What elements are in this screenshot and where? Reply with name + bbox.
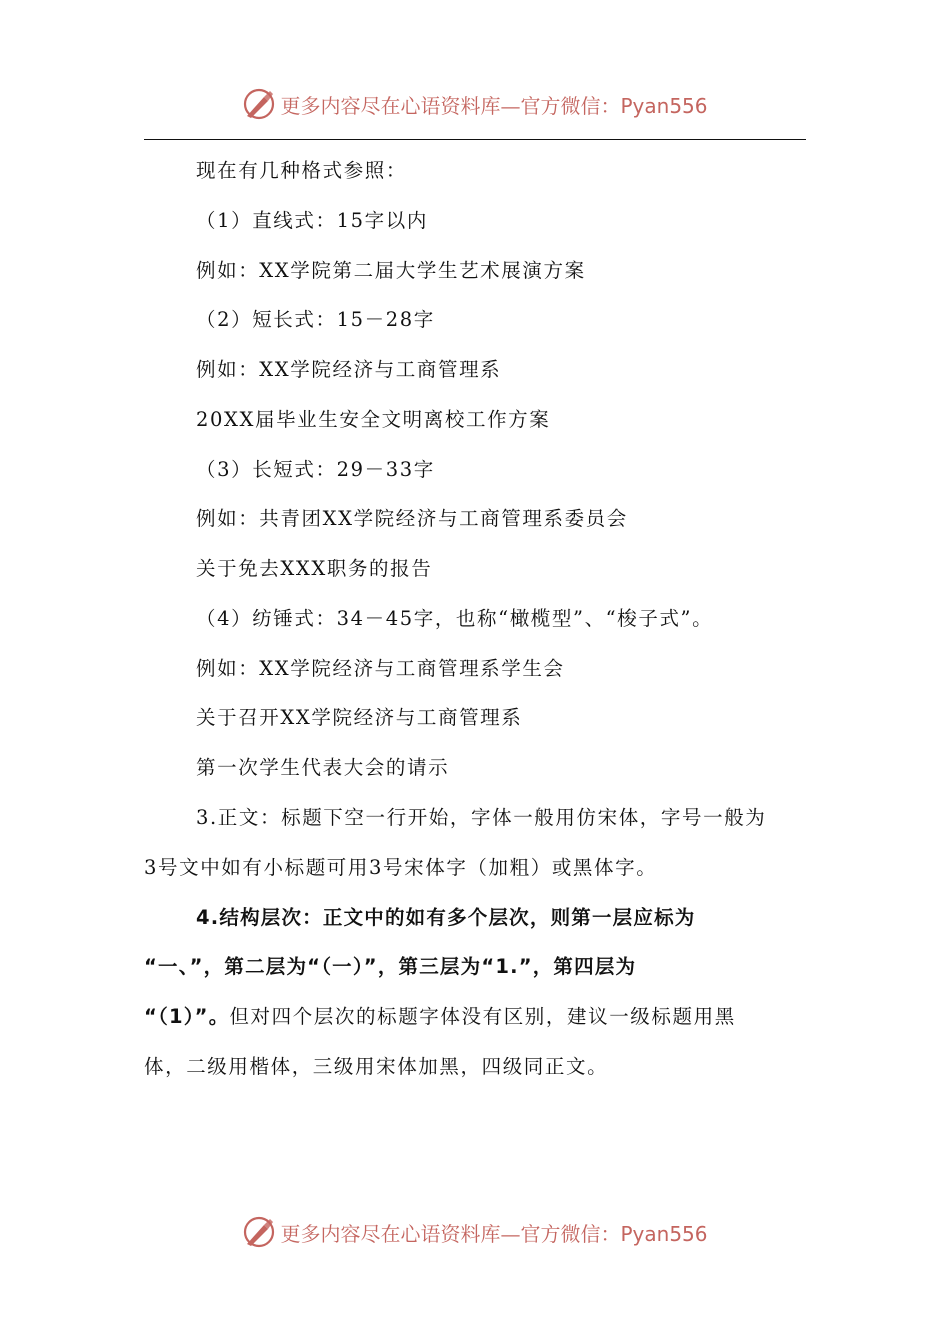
text-line: 关于免去XXX职务的报告 [196, 557, 433, 580]
header-divider [144, 139, 806, 140]
text-line: （3）长短式：29－33字 [196, 458, 435, 481]
text-line: 20XX届毕业生安全文明离校工作方案 [196, 408, 551, 431]
text-line: （2）短长式：15－28字 [196, 308, 435, 331]
text-line: 例如：XX学院经济与工商管理系学生会 [196, 657, 565, 680]
header-banner [0, 84, 950, 124]
paragraph-4-line-3 [144, 1003, 736, 1031]
paragraph-4-line-2: “一、”，第二层为“（一）”，第三层为“1.”，第四层为 [144, 955, 637, 978]
wechat-id: Pyan556 [620, 1221, 708, 1246]
text-line: 关于召开XX学院经济与工商管理系 [196, 706, 523, 729]
text-line: 现在有几种格式参照： [196, 159, 408, 182]
banner-text [280, 90, 707, 119]
banner-main-text: 更多内容尽在心语资料库—官方微信： [280, 93, 621, 118]
footer-banner [0, 1212, 950, 1252]
text-line: 例如：共青团XX学院经济与工商管理系委员会 [196, 507, 628, 530]
pen-nib-icon [242, 1215, 276, 1249]
paragraph-4-regular-part: 但对四个层次的标题字体没有区别，建议一级标题用黑 [229, 1005, 736, 1028]
paragraph-3-line-1: 3.正文：标题下空一行开始，字体一般用仿宋体，字号一般为 [196, 806, 767, 829]
pen-nib-icon [242, 87, 276, 121]
paragraph-4-line-1: 4.结构层次：正文中的如有多个层次，则第一层应标为 [196, 906, 696, 929]
text-line: 第一次学生代表大会的请示 [196, 756, 450, 779]
text-line: （4）纺锤式：34－45字，也称“橄榄型”、“梭子式”。 [196, 607, 714, 630]
banner-text [280, 1218, 707, 1247]
text-line: 例如：XX学院经济与工商管理系 [196, 358, 502, 381]
paragraph-4-line-4: 体，二级用楷体，三级用宋体加黑，四级同正文。 [144, 1055, 609, 1078]
banner-main-text: 更多内容尽在心语资料库—官方微信： [280, 1221, 621, 1246]
text-line: （1）直线式：15字以内 [196, 209, 428, 232]
wechat-id: Pyan556 [620, 93, 708, 118]
text-line: 例如：XX学院第二届大学生艺术展演方案 [196, 259, 586, 282]
paragraph-3-line-2: 3号文中如有小标题可用3号宋体字（加粗）或黑体字。 [144, 856, 658, 879]
paragraph-4-bold-part: “（1）”。 [144, 1005, 230, 1028]
